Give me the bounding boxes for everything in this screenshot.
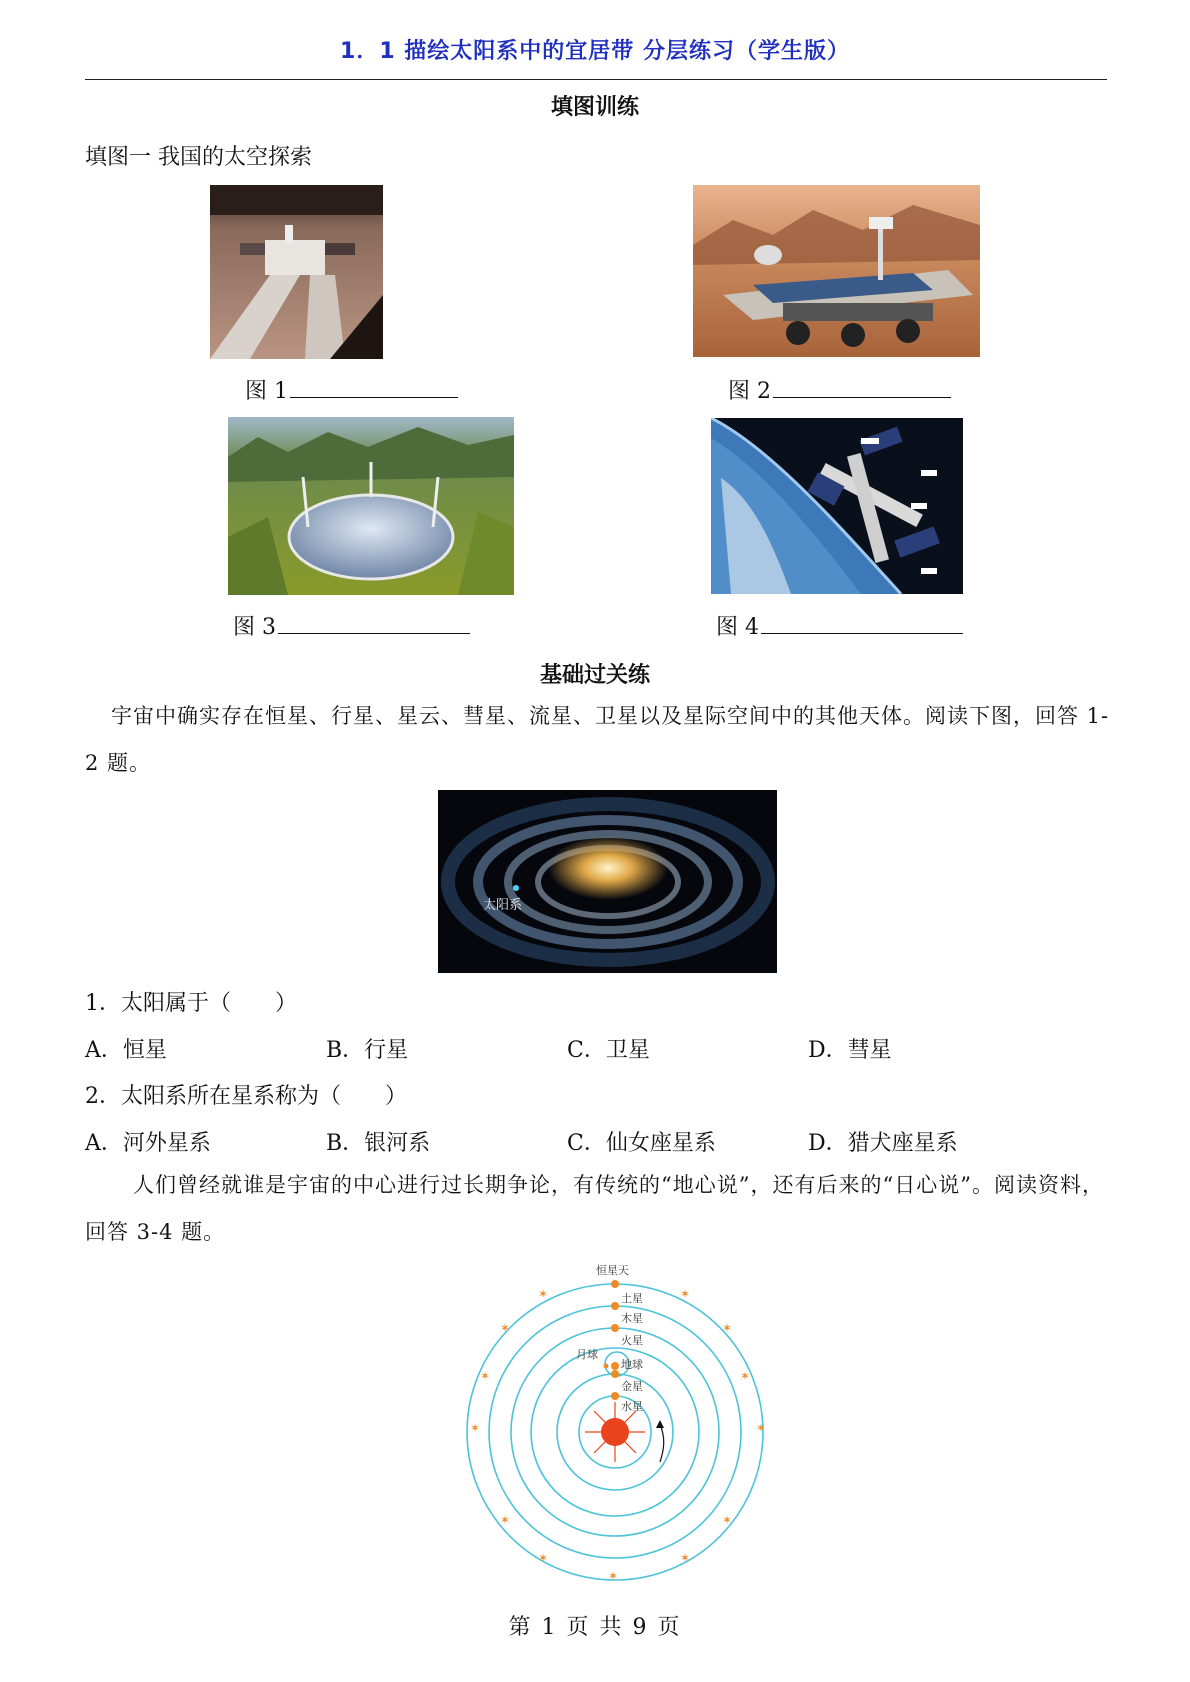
page-footer: 第 1 页 共 9 页 — [508, 1615, 682, 1640]
figure-2-caption — [728, 374, 951, 405]
figure-2-mars-rover-photo — [693, 185, 980, 357]
figure-3-radio-telescope-photo — [228, 417, 514, 595]
diagram-label-earth: 地球 — [621, 1358, 643, 1371]
solar-system-orbit-diagram — [460, 1262, 770, 1582]
svg-text:✶: ✶ — [480, 1369, 491, 1383]
question-1-stem: 1．太阳属于（ ） — [85, 991, 297, 1016]
figure-4-answer-blank[interactable] — [761, 613, 963, 634]
question-1-option-a[interactable]: A．恒星 — [85, 1038, 167, 1063]
figure-1-answer-blank[interactable] — [290, 377, 458, 398]
section-title-basic-practice: 基础过关练 — [539, 663, 650, 688]
svg-text:✶: ✶ — [722, 1513, 733, 1527]
svg-text:✶: ✶ — [470, 1421, 481, 1435]
diagram-label-moon: 月球 — [576, 1348, 598, 1361]
question-1-option-b[interactable]: B．行星 — [326, 1038, 409, 1063]
diagram-label-mercury: 水星 — [621, 1400, 643, 1413]
diagram-label-jupiter: 木星 — [621, 1312, 643, 1325]
figure-2-answer-blank[interactable] — [773, 377, 951, 398]
figure-3-answer-blank[interactable] — [278, 613, 470, 634]
figure-2-label: 图 2 — [728, 379, 771, 404]
diagram-label-venus: 金星 — [621, 1380, 643, 1393]
figure-1-lunar-rover-photo — [210, 185, 383, 359]
figure-1-caption — [245, 374, 458, 405]
figure-3-label: 图 3 — [233, 615, 276, 640]
subheading-space-exploration: 填图一 我国的太空探索 — [85, 145, 312, 170]
diagram-label-mars: 火星 — [621, 1334, 643, 1347]
question-2-option-c[interactable]: C．仙女座星系 — [567, 1131, 716, 1156]
svg-text:✶: ✶ — [538, 1551, 549, 1565]
figure-1-label: 图 1 — [245, 379, 288, 404]
diagram-label-saturn: 土星 — [621, 1292, 643, 1305]
question-2-option-a[interactable]: A．河外星系 — [85, 1131, 211, 1156]
question-2-option-b[interactable]: B．银河系 — [326, 1131, 431, 1156]
diagram-label-stars: 恒星天 — [596, 1264, 629, 1277]
question-2-option-d[interactable]: D．猎犬座星系 — [808, 1131, 958, 1156]
milky-way-galaxy-photo — [438, 790, 777, 973]
svg-text:✶: ✶ — [680, 1287, 691, 1301]
intro-paragraph-1: 宇宙中确实存在恒星、行星、星云、彗星、流星、卫星以及星际空间中的其他天体。阅读下图，回答 1-2 题。 — [85, 704, 1110, 775]
svg-text:✶: ✶ — [722, 1321, 733, 1335]
figure-4-caption — [716, 610, 963, 641]
galaxy-sun-label: 太阳系 — [483, 898, 523, 913]
svg-text:✶: ✶ — [756, 1421, 767, 1435]
section-title-fill-map: 填图训练 — [550, 95, 639, 120]
page-title: 1．1 描绘太阳系中的宜居带 分层练习（学生版） — [340, 39, 850, 64]
question-2-stem: 2．太阳系所在星系称为（ ） — [85, 1084, 407, 1109]
svg-text:✶: ✶ — [740, 1369, 751, 1383]
svg-text:✶: ✶ — [500, 1513, 511, 1527]
svg-text:✶: ✶ — [500, 1321, 511, 1335]
question-1-option-d[interactable]: D．彗星 — [808, 1038, 892, 1063]
figure-4-label: 图 4 — [716, 615, 759, 640]
figure-3-caption — [233, 610, 470, 641]
svg-text:✶: ✶ — [680, 1551, 691, 1565]
header-divider — [85, 79, 1107, 80]
figure-4-space-station-photo — [711, 418, 963, 594]
svg-text:✶: ✶ — [608, 1569, 619, 1582]
intro-paragraph-2: 人们曾经就谁是宇宙的中心进行过长期争论，有传统的“地心说”，还有后来的“日心说”。阅读资料，回答 3-4 题。 — [85, 1173, 1104, 1244]
question-1-option-c[interactable]: C．卫星 — [567, 1038, 650, 1063]
svg-text:✶: ✶ — [538, 1287, 549, 1301]
